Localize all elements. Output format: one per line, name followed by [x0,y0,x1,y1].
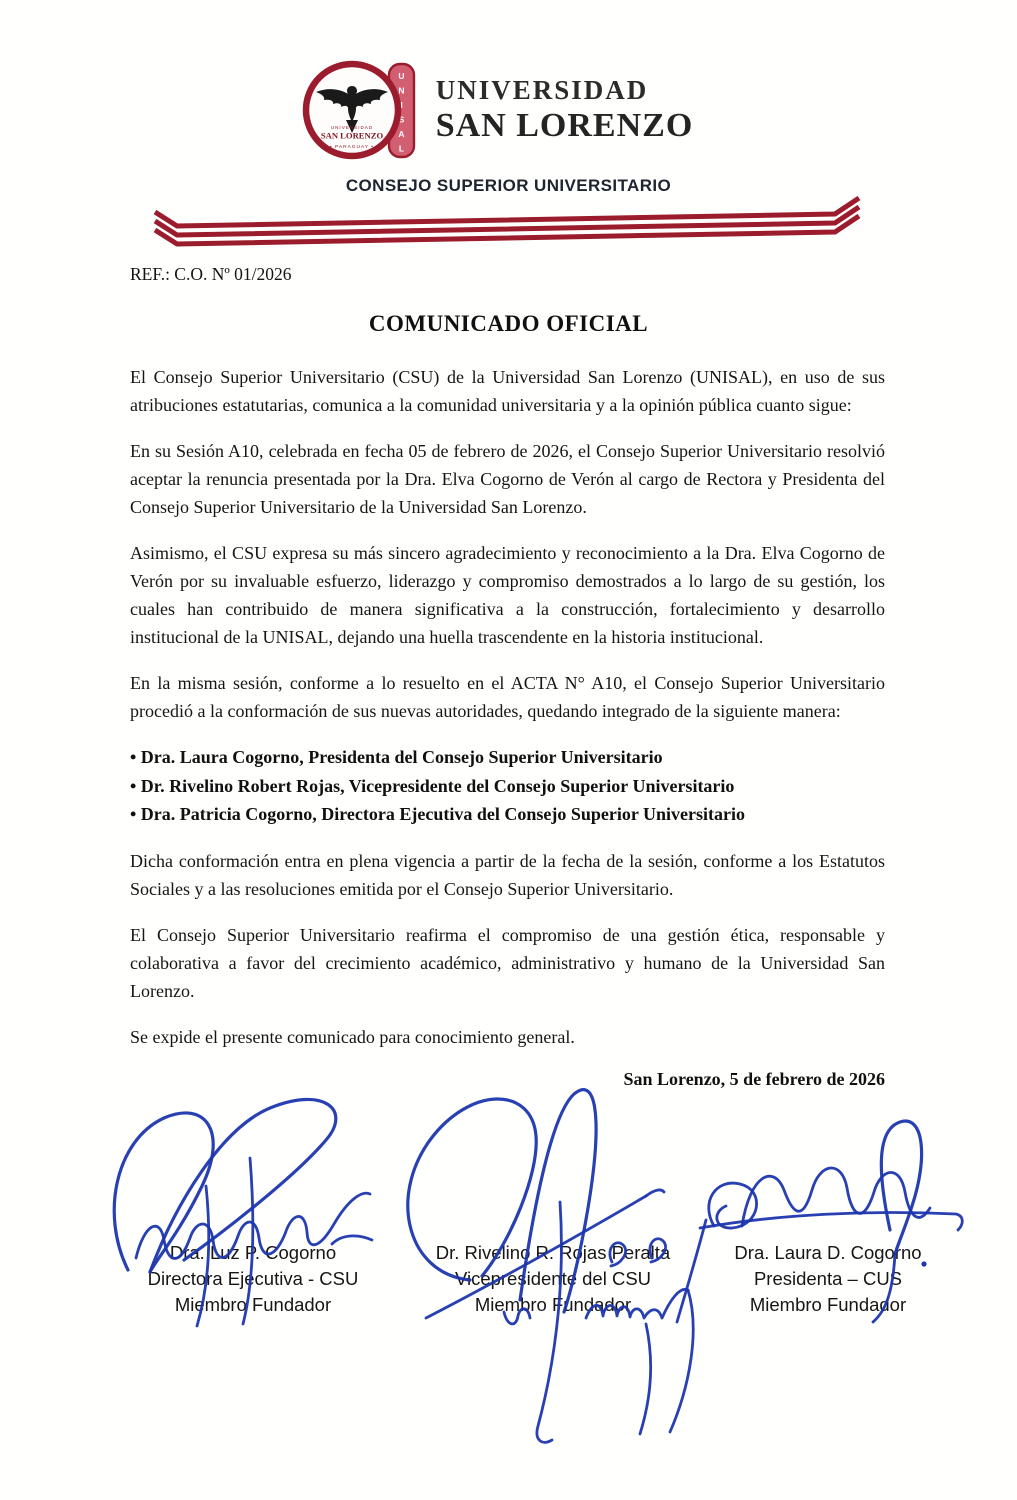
seal-top-text: UNIVERSIDAD [330,125,373,130]
signer-name: Dra. Luz P. Cogorno [169,1241,337,1263]
signer-membership: Miembro Fundador [174,1293,332,1315]
paragraph-vigencia: Dicha conformación entra en plena vigencia a partir de la fecha de la sesión, conforme a los Estatutos Sociales y a las resoluciones emitida por el Consejo Superior Universitario. [130,850,885,899]
paragraph-gratitude: Asimismo, el CSU expresa su más sincero agradecimiento y reconocimiento a la Dra. Elva Cogorno de Verón por su invaluable esfuerzo, liderazgo y compromiso demostrados a lo largo de su gestión, los cuales han contribuido de manera significativa a la construcción, fortalecimiento y desarrollo institucional de la UNISAL, dejando una huella trascendente en la historia institucional. [130,543,885,647]
tab-letter: L [398,143,404,154]
signature-block-2 [408,1240,698,1318]
signature-area [0,1090,1017,1484]
university-name-line2: SAN LORENZO [435,107,694,144]
paragraph-intro: El Consejo Superior Universitario (CSU) de la Universidad San Lorenzo (UNISAL), en uso de sus atribuciones estatutarias, comunica a la comunidad universitaria y a la opinión pública cuanto sigue: [130,367,885,415]
tab-letter: N [398,85,405,96]
signer-role: Vicepresidente del CSU [454,1267,652,1289]
authority-item: • Dra. Laura Cogorno, Presidenta del Consejo Superior Universitario [130,747,663,767]
unisal-seal-logo [300,54,420,166]
seal-bottom-text: • PARAGUAY • [329,145,374,150]
signer-name: Dr. Rivelino R. Rojas Peralta [435,1241,671,1263]
signer-membership: Miembro Fundador [474,1293,632,1315]
authority-item: • Dr. Rivelino Robert Rojas, Vicepresidente del Consejo Superior Universitario [130,775,735,796]
tab-letter: S [398,114,405,125]
tab-letter: I [400,100,403,110]
ribbon-separator [147,196,871,250]
signer-role: Presidenta – CUS [753,1267,903,1289]
authorities-list [130,743,885,829]
signer-role: Directora Ejecutiva - CSU [147,1267,359,1289]
paragraph-compromiso: El Consejo Superior Universitario reafirma el compromiso de una gestión ética, responsable y colaborativa a favor del crecimiento académico, administrativo y humano de la Universidad San Lorenzo. [130,924,885,1001]
paragraph-expide: Se expide el presente comunicado para conocimiento general. [130,1026,575,1047]
signature-block-3 [698,1240,958,1318]
tab-letter: U [398,71,405,81]
paragraph-session: En su Sesión A10, celebrada en fecha 05 de febrero de 2026, el Consejo Superior Universitario resolvió aceptar la renuncia presentada por la Dra. Elva Cogorno de Verón al cargo de Rectora y Presidenta del Consejo Superior Universitario de la Universidad San Lorenzo. [130,441,885,517]
council-subtitle: CONSEJO SUPERIOR UNIVERSITARIO [345,176,672,195]
university-name-line1: UNIVERSIDAD [435,75,649,105]
tab-letter: A [398,129,405,139]
reference-number: REF.: C.O. Nº 01/2026 [130,264,292,284]
paragraph-acta: En la misma sesión, conforme a lo resuelto en el ACTA N° A10, el Consejo Superior Universitario procedió a la conformación de sus nuevas autoridades, quedando integrado de la siguiente manera: [130,673,885,721]
signature-block-1 [118,1240,388,1318]
signer-membership: Miembro Fundador [749,1293,907,1315]
document-body [0,363,1017,1051]
letterhead [0,0,1017,250]
brand-block [0,54,1005,166]
dateline: San Lorenzo, 5 de febrero de 2026 [623,1068,885,1089]
university-wordmark [436,77,694,143]
authority-item: • Dra. Patricia Cogorno, Directora Ejecutiva del Consejo Superior Universitario [130,804,746,824]
document-title: COMUNICADO OFICIAL [368,311,649,336]
signer-name: Dra. Laura D. Cogorno [734,1241,922,1263]
seal-name-text: SAN LORENZO [320,130,383,141]
